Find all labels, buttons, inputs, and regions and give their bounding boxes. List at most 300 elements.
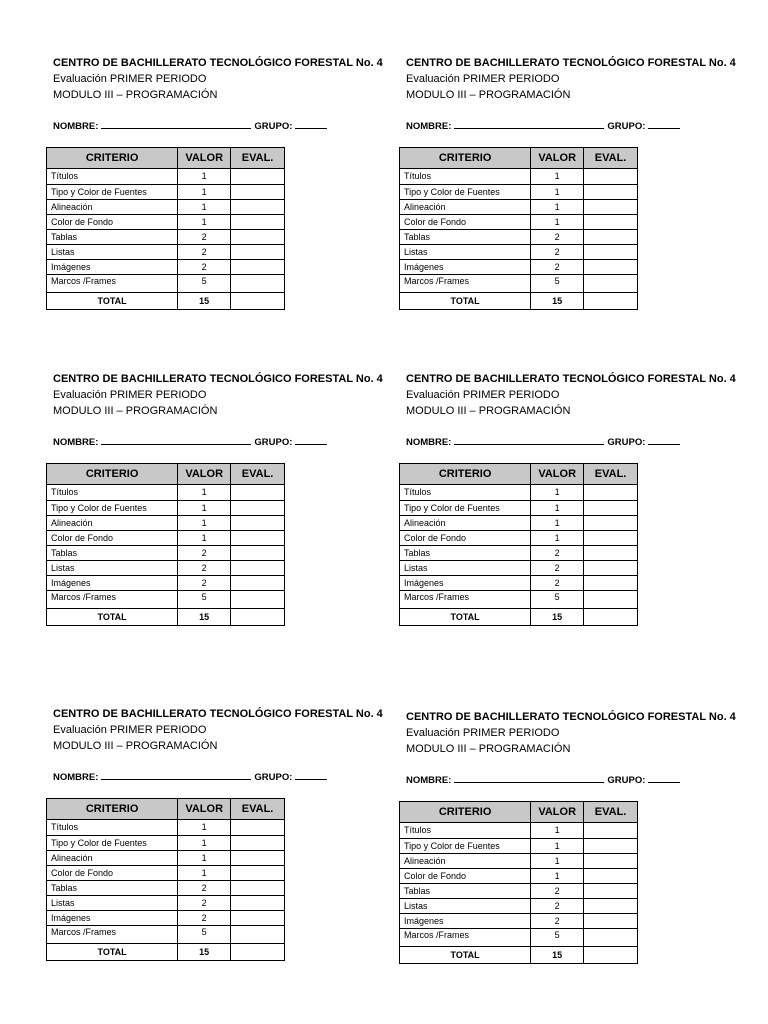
valor-cell: 1 bbox=[531, 516, 584, 531]
total-label: TOTAL bbox=[47, 944, 178, 961]
name-group-row bbox=[53, 435, 373, 448]
evaluation-card bbox=[53, 55, 383, 132]
criterio-cell: Color de Fondo bbox=[47, 531, 178, 546]
evaluation-period: Evaluación PRIMER PERIODO bbox=[406, 73, 560, 85]
valor-cell: 2 bbox=[531, 260, 584, 275]
table-row bbox=[400, 245, 638, 260]
valor-cell: 2 bbox=[531, 884, 584, 899]
valor-cell: 1 bbox=[531, 215, 584, 230]
nombre-blank[interactable] bbox=[454, 773, 604, 783]
grupo-blank[interactable] bbox=[295, 119, 327, 129]
col-eval: EVAL. bbox=[584, 464, 638, 485]
criterio-cell: Títulos bbox=[400, 169, 531, 185]
criterio-cell: Marcos /Frames bbox=[47, 275, 178, 293]
criterio-cell: Marcos /Frames bbox=[47, 591, 178, 609]
table-row bbox=[400, 823, 638, 839]
table-row bbox=[47, 546, 285, 561]
valor-cell: 2 bbox=[531, 245, 584, 260]
col-valor: VALOR bbox=[531, 802, 584, 823]
name-group-row bbox=[406, 773, 726, 786]
total-row bbox=[47, 293, 285, 310]
valor-cell: 2 bbox=[531, 546, 584, 561]
evaluation-period: Evaluación PRIMER PERIODO bbox=[53, 724, 207, 736]
table-row bbox=[47, 926, 285, 944]
nombre-label: NOMBRE: bbox=[406, 775, 452, 786]
table-row bbox=[47, 866, 285, 881]
total-value: 15 bbox=[178, 609, 231, 626]
evaluation-card bbox=[406, 371, 736, 448]
nombre-label: NOMBRE: bbox=[53, 437, 99, 448]
eval-cell[interactable] bbox=[231, 881, 285, 896]
criterio-cell: Títulos bbox=[47, 485, 178, 501]
table-row bbox=[400, 929, 638, 947]
grupo-label: GRUPO: bbox=[607, 121, 646, 132]
eval-cell[interactable] bbox=[231, 185, 285, 200]
eval-cell[interactable] bbox=[231, 591, 285, 609]
criterio-cell: Alineación bbox=[400, 516, 531, 531]
table-row bbox=[47, 851, 285, 866]
valor-cell: 1 bbox=[178, 200, 231, 215]
eval-cell[interactable] bbox=[231, 230, 285, 245]
table-row bbox=[400, 169, 638, 185]
module-name: MODULO III – PROGRAMACIÓN bbox=[53, 89, 218, 101]
eval-cell[interactable] bbox=[584, 169, 638, 185]
table-row bbox=[400, 185, 638, 200]
col-eval: EVAL. bbox=[231, 148, 285, 169]
table-row bbox=[47, 200, 285, 215]
nombre-blank[interactable] bbox=[454, 435, 604, 445]
criterio-cell: Imágenes bbox=[400, 914, 531, 929]
school-name: CENTRO DE BACHILLERATO TECNOLÓGICO FORESTAL No. 4 bbox=[406, 373, 736, 385]
eval-cell[interactable] bbox=[231, 851, 285, 866]
criterio-cell: Listas bbox=[47, 245, 178, 260]
rubric-table bbox=[46, 463, 285, 626]
valor-cell: 2 bbox=[178, 245, 231, 260]
eval-cell[interactable] bbox=[231, 926, 285, 944]
valor-cell: 1 bbox=[531, 501, 584, 516]
valor-cell: 2 bbox=[531, 914, 584, 929]
criterio-cell: Marcos /Frames bbox=[400, 591, 531, 609]
rubric-table bbox=[399, 147, 638, 310]
valor-cell: 2 bbox=[178, 546, 231, 561]
criterio-cell: Títulos bbox=[400, 823, 531, 839]
total-label: TOTAL bbox=[400, 609, 531, 626]
grupo-blank[interactable] bbox=[648, 119, 680, 129]
criterio-cell: Imágenes bbox=[47, 911, 178, 926]
table-row bbox=[400, 230, 638, 245]
valor-cell: 1 bbox=[178, 866, 231, 881]
table-row bbox=[400, 854, 638, 869]
total-value: 15 bbox=[531, 947, 584, 964]
table-row bbox=[47, 591, 285, 609]
criterio-cell: Tipo y Color de Fuentes bbox=[400, 501, 531, 516]
school-name: CENTRO DE BACHILLERATO TECNOLÓGICO FORESTAL No. 4 bbox=[406, 711, 736, 723]
col-valor: VALOR bbox=[178, 148, 231, 169]
criterio-cell: Alineación bbox=[47, 851, 178, 866]
valor-cell: 2 bbox=[178, 561, 231, 576]
criterio-cell: Imágenes bbox=[400, 260, 531, 275]
table-row bbox=[47, 576, 285, 591]
total-value: 15 bbox=[531, 293, 584, 310]
grupo-label: GRUPO: bbox=[254, 437, 293, 448]
valor-cell: 2 bbox=[178, 881, 231, 896]
total-label: TOTAL bbox=[47, 293, 178, 310]
grupo-label: GRUPO: bbox=[254, 121, 293, 132]
table-row bbox=[47, 501, 285, 516]
nombre-blank[interactable] bbox=[101, 119, 251, 129]
table-row bbox=[400, 591, 638, 609]
table-row bbox=[47, 820, 285, 836]
evaluation-period: Evaluación PRIMER PERIODO bbox=[406, 727, 560, 739]
eval-cell[interactable] bbox=[231, 836, 285, 851]
total-eval-cell[interactable] bbox=[231, 609, 285, 626]
nombre-blank[interactable] bbox=[101, 770, 251, 780]
module-name: MODULO III – PROGRAMACIÓN bbox=[406, 743, 571, 755]
table-row bbox=[400, 215, 638, 230]
criterio-cell: Tipo y Color de Fuentes bbox=[400, 185, 531, 200]
eval-cell[interactable] bbox=[584, 546, 638, 561]
table-row bbox=[47, 245, 285, 260]
table-row bbox=[400, 576, 638, 591]
total-row bbox=[400, 609, 638, 626]
eval-cell[interactable] bbox=[231, 245, 285, 260]
eval-cell[interactable] bbox=[584, 884, 638, 899]
table-row bbox=[47, 516, 285, 531]
rubric-table bbox=[46, 798, 285, 961]
evaluation-card bbox=[406, 55, 736, 132]
total-row bbox=[47, 609, 285, 626]
table-row bbox=[400, 884, 638, 899]
eval-cell[interactable] bbox=[584, 823, 638, 839]
criterio-cell: Tablas bbox=[400, 230, 531, 245]
col-eval: EVAL. bbox=[231, 464, 285, 485]
valor-cell: 1 bbox=[531, 839, 584, 854]
eval-cell[interactable] bbox=[231, 485, 285, 501]
table-row bbox=[400, 869, 638, 884]
valor-cell: 1 bbox=[531, 200, 584, 215]
eval-cell[interactable] bbox=[231, 200, 285, 215]
total-label: TOTAL bbox=[400, 293, 531, 310]
total-row bbox=[400, 293, 638, 310]
valor-cell: 2 bbox=[531, 561, 584, 576]
table-row bbox=[47, 896, 285, 911]
eval-cell[interactable] bbox=[584, 914, 638, 929]
nombre-label: NOMBRE: bbox=[406, 437, 452, 448]
evaluation-card bbox=[53, 706, 383, 783]
eval-cell[interactable] bbox=[231, 576, 285, 591]
col-criterio: CRITERIO bbox=[47, 799, 178, 820]
criterio-cell: Tablas bbox=[47, 546, 178, 561]
nombre-blank[interactable] bbox=[101, 435, 251, 445]
eval-cell[interactable] bbox=[584, 215, 638, 230]
criterio-cell: Tablas bbox=[400, 884, 531, 899]
nombre-label: NOMBRE: bbox=[53, 772, 99, 783]
criterio-cell: Imágenes bbox=[47, 260, 178, 275]
rubric-header-row bbox=[400, 464, 638, 485]
table-row bbox=[400, 200, 638, 215]
eval-cell[interactable] bbox=[584, 929, 638, 947]
valor-cell: 5 bbox=[178, 275, 231, 293]
rubric-header-row bbox=[400, 148, 638, 169]
criterio-cell: Marcos /Frames bbox=[400, 275, 531, 293]
valor-cell: 5 bbox=[178, 591, 231, 609]
table-row bbox=[47, 836, 285, 851]
valor-cell: 1 bbox=[531, 869, 584, 884]
total-value: 15 bbox=[178, 944, 231, 961]
eval-cell[interactable] bbox=[231, 896, 285, 911]
total-eval-cell[interactable] bbox=[584, 609, 638, 626]
eval-cell[interactable] bbox=[231, 561, 285, 576]
table-row bbox=[400, 839, 638, 854]
rubric-table bbox=[399, 801, 638, 964]
rubric-table bbox=[46, 147, 285, 310]
grupo-label: GRUPO: bbox=[254, 772, 293, 783]
eval-cell[interactable] bbox=[584, 899, 638, 914]
criterio-cell: Tablas bbox=[47, 881, 178, 896]
col-criterio: CRITERIO bbox=[400, 464, 531, 485]
module-name: MODULO III – PROGRAMACIÓN bbox=[406, 405, 571, 417]
criterio-cell: Color de Fondo bbox=[400, 869, 531, 884]
criterio-cell: Alineación bbox=[47, 200, 178, 215]
valor-cell: 1 bbox=[178, 501, 231, 516]
eval-cell[interactable] bbox=[231, 169, 285, 185]
valor-cell: 1 bbox=[531, 185, 584, 200]
valor-cell: 1 bbox=[531, 485, 584, 501]
school-name: CENTRO DE BACHILLERATO TECNOLÓGICO FORESTAL No. 4 bbox=[53, 708, 383, 720]
eval-cell[interactable] bbox=[584, 561, 638, 576]
criterio-cell: Títulos bbox=[400, 485, 531, 501]
total-eval-cell[interactable] bbox=[584, 293, 638, 310]
valor-cell: 1 bbox=[531, 823, 584, 839]
eval-cell[interactable] bbox=[584, 245, 638, 260]
col-criterio: CRITERIO bbox=[47, 464, 178, 485]
grupo-blank[interactable] bbox=[295, 435, 327, 445]
valor-cell: 2 bbox=[531, 899, 584, 914]
table-row bbox=[400, 561, 638, 576]
criterio-cell: Tablas bbox=[400, 546, 531, 561]
col-eval: EVAL. bbox=[584, 802, 638, 823]
valor-cell: 1 bbox=[531, 531, 584, 546]
eval-cell[interactable] bbox=[231, 260, 285, 275]
criterio-cell: Alineación bbox=[400, 200, 531, 215]
criterio-cell: Color de Fondo bbox=[47, 866, 178, 881]
evaluation-period: Evaluación PRIMER PERIODO bbox=[53, 389, 207, 401]
rubric-table bbox=[399, 463, 638, 626]
criterio-cell: Listas bbox=[400, 899, 531, 914]
table-row bbox=[400, 899, 638, 914]
total-row bbox=[400, 947, 638, 964]
evaluation-card bbox=[53, 371, 383, 448]
eval-cell[interactable] bbox=[584, 501, 638, 516]
criterio-cell: Alineación bbox=[47, 516, 178, 531]
eval-cell[interactable] bbox=[584, 591, 638, 609]
col-valor: VALOR bbox=[178, 464, 231, 485]
valor-cell: 1 bbox=[178, 836, 231, 851]
valor-cell: 1 bbox=[178, 185, 231, 200]
nombre-blank[interactable] bbox=[454, 119, 604, 129]
nombre-label: NOMBRE: bbox=[406, 121, 452, 132]
eval-cell[interactable] bbox=[584, 854, 638, 869]
table-row bbox=[47, 275, 285, 293]
valor-cell: 1 bbox=[178, 516, 231, 531]
table-row bbox=[47, 881, 285, 896]
total-row bbox=[47, 944, 285, 961]
col-eval: EVAL. bbox=[584, 148, 638, 169]
school-name: CENTRO DE BACHILLERATO TECNOLÓGICO FORESTAL No. 4 bbox=[53, 57, 383, 69]
col-valor: VALOR bbox=[178, 799, 231, 820]
criterio-cell: Tipo y Color de Fuentes bbox=[47, 836, 178, 851]
rubric-header-row bbox=[47, 464, 285, 485]
valor-cell: 1 bbox=[178, 169, 231, 185]
eval-cell[interactable] bbox=[584, 531, 638, 546]
valor-cell: 2 bbox=[531, 576, 584, 591]
name-group-row bbox=[406, 435, 726, 448]
grupo-label: GRUPO: bbox=[607, 775, 646, 786]
criterio-cell: Color de Fondo bbox=[400, 531, 531, 546]
table-row bbox=[400, 275, 638, 293]
total-eval-cell[interactable] bbox=[231, 293, 285, 310]
valor-cell: 1 bbox=[178, 531, 231, 546]
eval-cell[interactable] bbox=[231, 275, 285, 293]
valor-cell: 1 bbox=[531, 854, 584, 869]
valor-cell: 1 bbox=[178, 820, 231, 836]
table-row bbox=[47, 169, 285, 185]
total-label: TOTAL bbox=[400, 947, 531, 964]
eval-cell[interactable] bbox=[584, 516, 638, 531]
evaluation-card bbox=[406, 709, 736, 786]
valor-cell: 5 bbox=[531, 929, 584, 947]
valor-cell: 2 bbox=[178, 911, 231, 926]
grupo-blank[interactable] bbox=[648, 435, 680, 445]
criterio-cell: Tipo y Color de Fuentes bbox=[47, 501, 178, 516]
total-label: TOTAL bbox=[47, 609, 178, 626]
total-value: 15 bbox=[178, 293, 231, 310]
table-row bbox=[47, 911, 285, 926]
eval-cell[interactable] bbox=[231, 546, 285, 561]
valor-cell: 2 bbox=[178, 896, 231, 911]
criterio-cell: Color de Fondo bbox=[400, 215, 531, 230]
module-name: MODULO III – PROGRAMACIÓN bbox=[53, 740, 218, 752]
school-name: CENTRO DE BACHILLERATO TECNOLÓGICO FORESTAL No. 4 bbox=[53, 373, 383, 385]
evaluation-period: Evaluación PRIMER PERIODO bbox=[406, 389, 560, 401]
name-group-row bbox=[53, 770, 373, 783]
valor-cell: 1 bbox=[178, 215, 231, 230]
valor-cell: 5 bbox=[178, 926, 231, 944]
table-row bbox=[47, 561, 285, 576]
table-row bbox=[400, 531, 638, 546]
table-row bbox=[47, 260, 285, 275]
table-row bbox=[400, 914, 638, 929]
rubric-header-row bbox=[47, 799, 285, 820]
eval-cell[interactable] bbox=[231, 820, 285, 836]
table-row bbox=[400, 516, 638, 531]
eval-cell[interactable] bbox=[584, 185, 638, 200]
table-row bbox=[400, 501, 638, 516]
valor-cell: 1 bbox=[178, 485, 231, 501]
name-group-row bbox=[406, 119, 726, 132]
total-eval-cell[interactable] bbox=[584, 947, 638, 964]
criterio-cell: Listas bbox=[400, 245, 531, 260]
table-row bbox=[47, 185, 285, 200]
col-criterio: CRITERIO bbox=[400, 148, 531, 169]
total-eval-cell[interactable] bbox=[231, 944, 285, 961]
criterio-cell: Tipo y Color de Fuentes bbox=[400, 839, 531, 854]
criterio-cell: Imágenes bbox=[47, 576, 178, 591]
table-row bbox=[47, 230, 285, 245]
eval-cell[interactable] bbox=[584, 260, 638, 275]
name-group-row bbox=[53, 119, 373, 132]
criterio-cell: Imágenes bbox=[400, 576, 531, 591]
criterio-cell: Alineación bbox=[400, 854, 531, 869]
criterio-cell: Listas bbox=[400, 561, 531, 576]
eval-cell[interactable] bbox=[584, 230, 638, 245]
valor-cell: 2 bbox=[178, 260, 231, 275]
valor-cell: 1 bbox=[178, 851, 231, 866]
table-row bbox=[400, 485, 638, 501]
eval-cell[interactable] bbox=[584, 576, 638, 591]
criterio-cell: Marcos /Frames bbox=[400, 929, 531, 947]
eval-cell[interactable] bbox=[231, 501, 285, 516]
valor-cell: 1 bbox=[531, 169, 584, 185]
valor-cell: 5 bbox=[531, 591, 584, 609]
eval-cell[interactable] bbox=[231, 516, 285, 531]
col-eval: EVAL. bbox=[231, 799, 285, 820]
eval-cell[interactable] bbox=[584, 869, 638, 884]
rubric-header-row bbox=[47, 148, 285, 169]
valor-cell: 2 bbox=[178, 576, 231, 591]
grupo-blank[interactable] bbox=[648, 773, 680, 783]
total-value: 15 bbox=[531, 609, 584, 626]
eval-cell[interactable] bbox=[584, 275, 638, 293]
table-row bbox=[47, 485, 285, 501]
criterio-cell: Listas bbox=[47, 896, 178, 911]
col-criterio: CRITERIO bbox=[47, 148, 178, 169]
valor-cell: 2 bbox=[178, 230, 231, 245]
eval-cell[interactable] bbox=[584, 200, 638, 215]
col-valor: VALOR bbox=[531, 464, 584, 485]
module-name: MODULO III – PROGRAMACIÓN bbox=[406, 89, 571, 101]
eval-cell[interactable] bbox=[231, 531, 285, 546]
table-row bbox=[400, 546, 638, 561]
eval-cell[interactable] bbox=[231, 215, 285, 230]
col-valor: VALOR bbox=[531, 148, 584, 169]
criterio-cell: Marcos /Frames bbox=[47, 926, 178, 944]
criterio-cell: Color de Fondo bbox=[47, 215, 178, 230]
valor-cell: 2 bbox=[531, 230, 584, 245]
table-row bbox=[47, 215, 285, 230]
criterio-cell: Tipo y Color de Fuentes bbox=[47, 185, 178, 200]
eval-cell[interactable] bbox=[584, 485, 638, 501]
criterio-cell: Tablas bbox=[47, 230, 178, 245]
table-row bbox=[400, 260, 638, 275]
criterio-cell: Títulos bbox=[47, 820, 178, 836]
eval-cell[interactable] bbox=[231, 911, 285, 926]
criterio-cell: Listas bbox=[47, 561, 178, 576]
valor-cell: 5 bbox=[531, 275, 584, 293]
eval-cell[interactable] bbox=[231, 866, 285, 881]
grupo-blank[interactable] bbox=[295, 770, 327, 780]
evaluation-period: Evaluación PRIMER PERIODO bbox=[53, 73, 207, 85]
rubric-header-row bbox=[400, 802, 638, 823]
criterio-cell: Títulos bbox=[47, 169, 178, 185]
table-row bbox=[47, 531, 285, 546]
grupo-label: GRUPO: bbox=[607, 437, 646, 448]
module-name: MODULO III – PROGRAMACIÓN bbox=[53, 405, 218, 417]
col-criterio: CRITERIO bbox=[400, 802, 531, 823]
school-name: CENTRO DE BACHILLERATO TECNOLÓGICO FORESTAL No. 4 bbox=[406, 57, 736, 69]
nombre-label: NOMBRE: bbox=[53, 121, 99, 132]
eval-cell[interactable] bbox=[584, 839, 638, 854]
